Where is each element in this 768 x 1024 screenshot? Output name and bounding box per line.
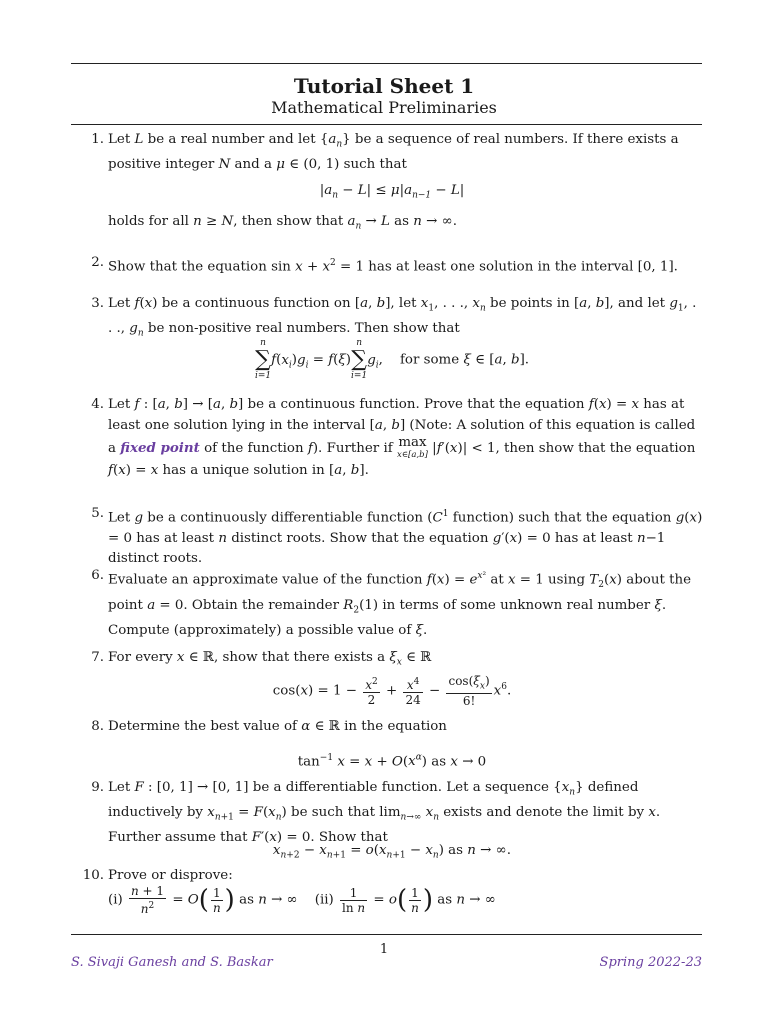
problem-number: 5. [91,506,104,521]
title-rule [71,124,702,125]
equation: $|a_n - L| \le \mu|a_{n-1} - L|$ [319,183,465,201]
problem-number: 1. [91,132,104,147]
problem-text: Prove or disprove: [108,868,233,883]
problem-number: 4. [91,397,104,412]
equation: n ∑ i=1 $f(x_i)g_i = f(\xi)$ n ∑ i=1 $g_i$, for some ξ ∈ [a, b]. [254,338,530,381]
problem-text: Determine the best value of α ∈ ℝ in the equation [108,719,447,734]
equation: (i) $\frac{n + 1}{n^2}$ = O( $\frac{1}{n}$ ) as n → ∞ (ii) $\frac{1}{\text{ln n}}$ = o( $\frac{1}{n}$ ) as n → ∞ [108,884,496,916]
problem-text: Let g be a continuously differentiable function ($C^1$ function) such that the equation g(x) = 0 has at least n distinct roots. Show that the equation g′(x) = 0 has at least n−1 distinct roots. [108,509,703,567]
page-subtitle: Mathematical Preliminaries [271,98,497,117]
problem-text: holds for all n ≥ N, then show that $a_n \to L$ as n → ∞. [108,214,458,232]
problem-text: Let F : [0, 1] → [0, 1] be a differentiable function. Let a sequence $\{x_n\}$ defined inductively by $x_{n+1} = F(x_n)$ be such that $\lim_{n\to\infty} x_n$ exists and denote the limit by x. Further assume that F′(x) = 0. Show that [108,780,661,846]
problem-number: 10. [82,868,104,883]
footer-term: Spring 2022-23 [599,955,702,970]
problem-text: Let f : [a, b] → [a, b] be a continuous function. Prove that the equation f(x) = x has at least one solution lying in the interval [a, b] (Note: A solution of this equation is called a fixed point of the function f). Further if max x∈[a,b] |f′(x)| < 1, then show that the equation f(x) = x has a unique solution in [a, b]. [108,397,696,478]
page-title: Tutorial Sheet 1 [293,74,475,98]
bottom-rule [71,934,702,935]
equation: cos(x) = 1 − $\frac{x^2}{2}$ + $\frac{x^4}{24}$ − $\frac{\cos(\xi_x)}{6!}$ $x^6$. [272,674,512,709]
problem-number: 6. [91,568,104,583]
footer-authors: S. Sivaji Ganesh and S. Baskar [71,955,273,970]
problem-text: Show that the equation $\sin x + x^2 = 1$ has at least one solution in the interval [0, 1]. [108,258,678,275]
problem-number: 8. [91,719,104,734]
problem-1 [80,130,704,234]
problem-number: 7. [91,650,104,665]
top-rule [71,63,702,64]
problem-number: 9. [91,780,104,795]
problem-number: 2. [91,255,104,270]
fixed-point-term: fixed point [120,440,200,456]
problem-number: 3. [91,296,104,311]
problem-text: For every x ∈ ℝ, show that there exists a $\xi_x$ ∈ ℝ [108,650,432,668]
problem-text: Evaluate an approximate value of the function $f(x) = e^{x^2}$ at x = 1 using $T_2(x)$ about the point a = 0. Obtain the remainder $R_2(1)$ in terms of some unknown real number ξ. Compute (approximately) a possible value of ξ. [108,571,692,638]
equation: $\tan^{-1} x = x + O(x^\alpha)$ as x → 0 [297,753,487,770]
problem-text: Let L be a real number and let $\{a_n\}$ be a sequence of real numbers. If there exists a positive integer N and a μ ∈ (0, 1) such that [108,132,679,173]
equation: $x_{n+2} - x_{n+1} = o(x_{n+1} - x_n)$ as n → ∞. [272,843,512,861]
page-number: 1 [379,942,389,957]
problem-text: Let f(x) be a continuous function on [a, b], let $x_1$, . . ., $x_n$ be points in [a, b], and let $g_1$, . . ., $g_n$ be non-positive real numbers. Then show that [108,296,697,339]
